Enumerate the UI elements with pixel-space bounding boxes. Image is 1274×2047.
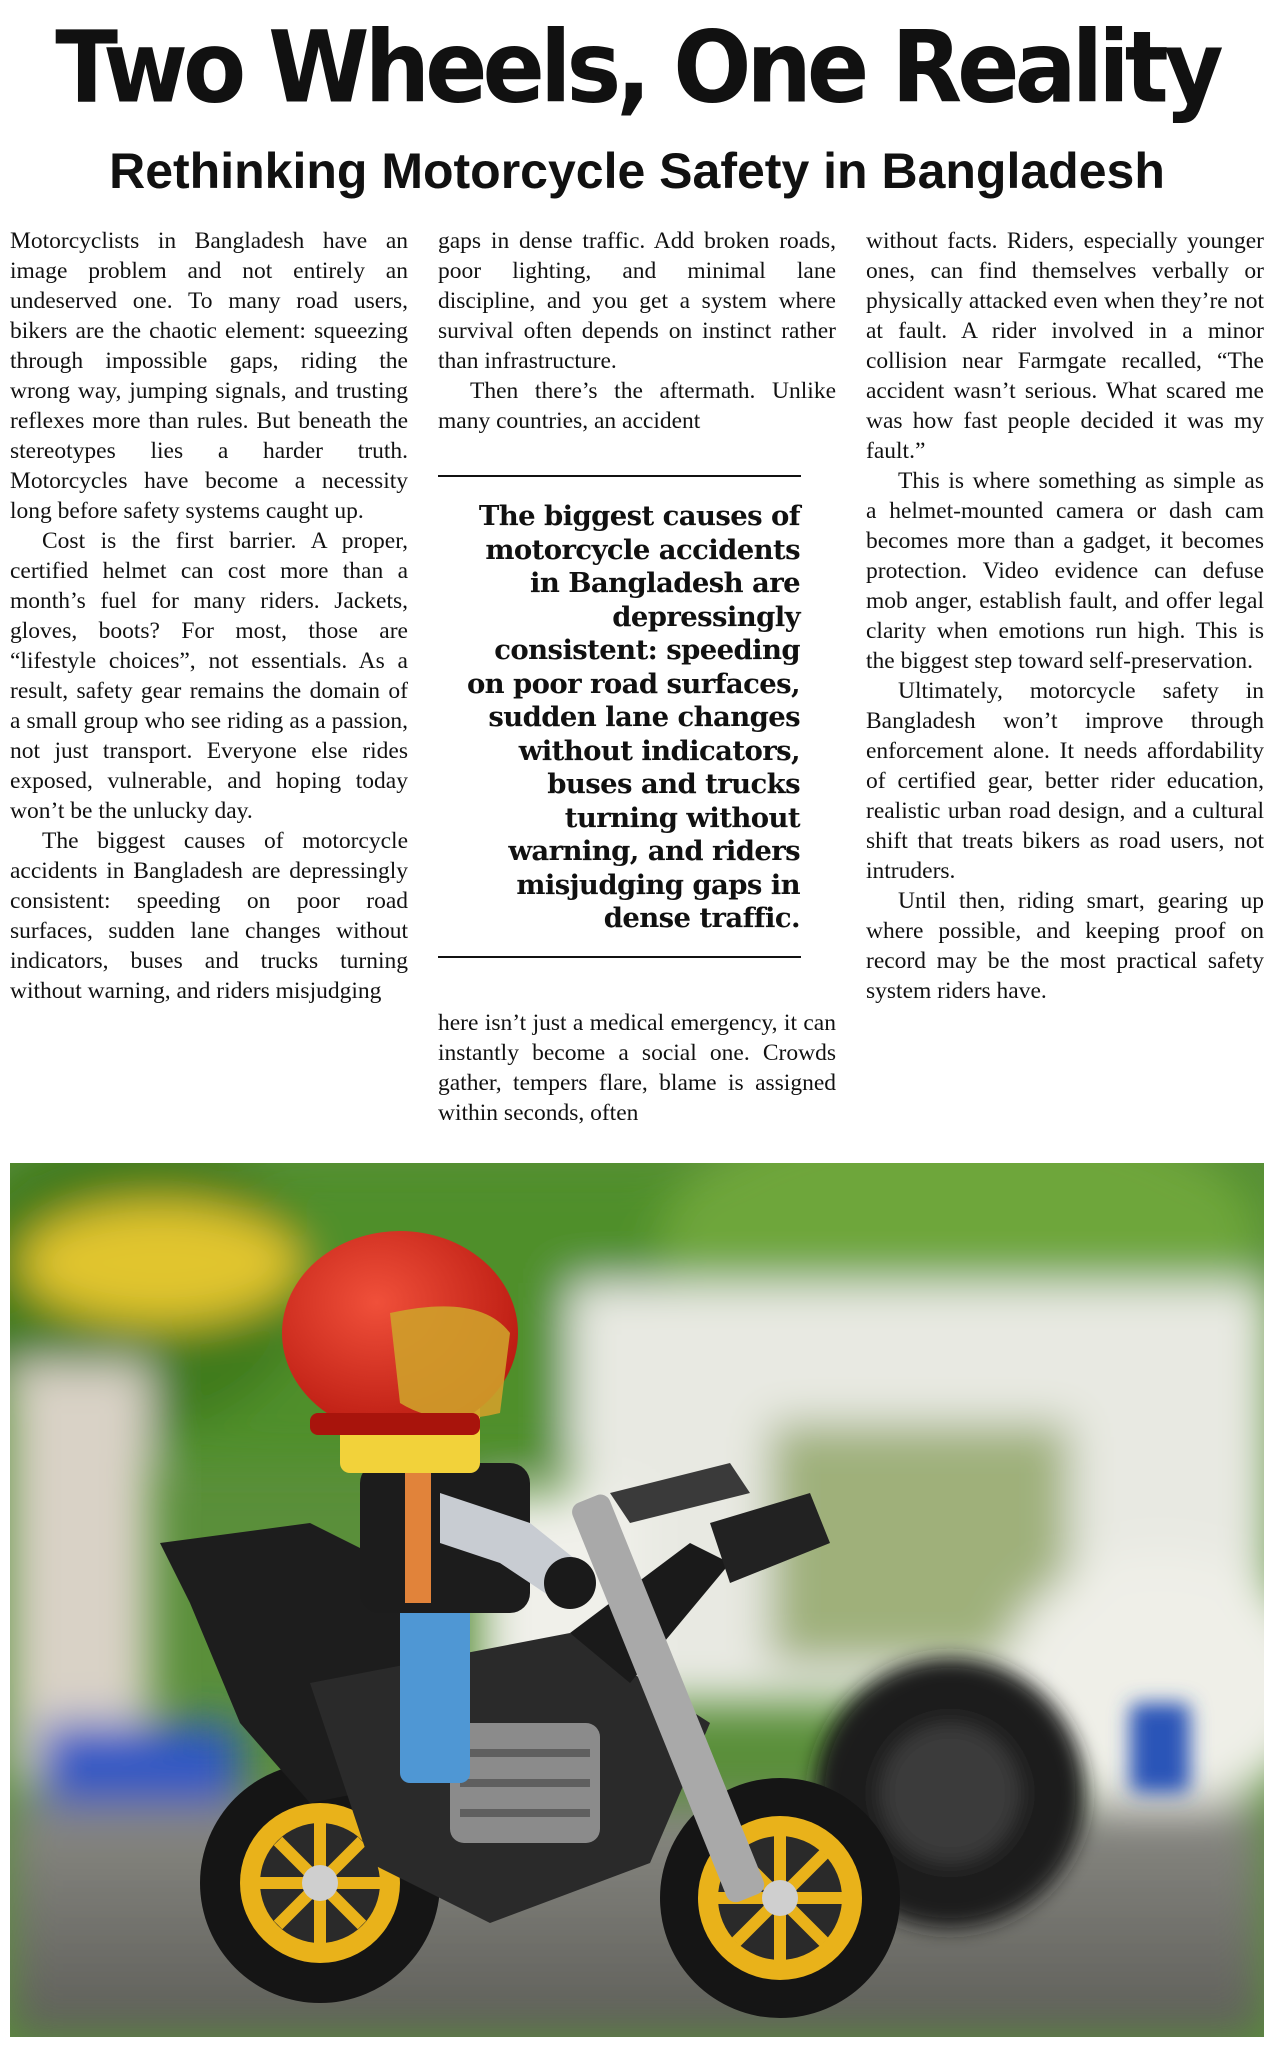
paragraph: Motorcyclists in Bangladesh have an image problem and not entirely an undeserved one. To many road users, bikers are the chaotic element: squeezing through impossible gaps, riding the wrong way, jumping signals, and trusting reflexes more than rules. But beneath the stereotypes lies a harder truth. Motorcycles have become a necessity long before safety systems caught up. [10, 228, 408, 524]
paragraph: without facts. Riders, especially younger ones, can find themselves verbally or physically attacked even when they’re not at fault. A rider involved in a minor collision near Farmgate recalled, “The accident wasn’t serious. What scared me was how fast people decided it was my fault.” [866, 228, 1264, 464]
pullquote: The biggest causes of motorcycle accidents in Bangladesh are depressingly consistent: speeding on poor road surfaces, sudden lane changes without indicators, buses and trucks turning without warning, and riders misjudging gaps in dense traffic. [466, 500, 800, 934]
pullquote-bottom-rule [438, 956, 801, 958]
paragraph: gaps in dense traffic. Add broken roads, poor lighting, and minimal lane discipline, and you get a system where survival often depends on instinct rather than infrastructure. [438, 228, 836, 374]
column-2-top [438, 226, 836, 436]
paragraph: Then there’s the aftermath. Unlike many countries, an accident [438, 378, 836, 434]
paragraph: Ultimately, motorcycle safety in Bangladesh won’t improve through enforcement alone. It needs affordability of certified gear, better rider education, realistic urban road design, and a cultural shift that treats bikers as road users, not intruders. [866, 678, 1264, 884]
pullquote-top-rule [438, 475, 801, 477]
column-1 [10, 226, 408, 1006]
column-3 [866, 226, 1264, 1006]
headline: Two Wheels, One Reality [55, 9, 1219, 126]
paragraph: This is where something as simple as a helmet-mounted camera or dash cam becomes more than a gadget, it becomes protection. Video evidence can defuse mob anger, establish fault, and offer legal clarity when emotions run high. This is the biggest step toward self-preservation. [866, 468, 1264, 674]
toy-motorcycle-illustration [10, 1163, 1264, 2037]
paragraph: here isn’t just a medical emergency, it can instantly become a social one. Crowds gather, tempers flare, blame is assigned within seconds, often [438, 1010, 836, 1126]
subheadline: Rethinking Motorcycle Safety in Bangladesh [109, 143, 1165, 199]
paragraph: The biggest causes of motorcycle accidents in Bangladesh are depressingly consistent: speeding on poor road surfaces, sudden lane changes without indicators, buses and trucks turning without warning, and riders misjudging [10, 828, 408, 1004]
article-photo [10, 1163, 1264, 2037]
paragraph: Cost is the first barrier. A proper, certified helmet can cost more than a month’s fuel for many riders. Jackets, gloves, boots? For most, those are “lifestyle choices”, not essentials. As a result, safety gear remains the domain of a small group who see riding as a passion, not just transport. Everyone else rides exposed, vulnerable, and hoping today won’t be the unlucky day. [10, 528, 408, 824]
paragraph: Until then, riding smart, gearing up where possible, and keeping proof on record may be the most practical safety system riders have. [866, 888, 1264, 1004]
column-2-bottom [438, 1008, 836, 1128]
